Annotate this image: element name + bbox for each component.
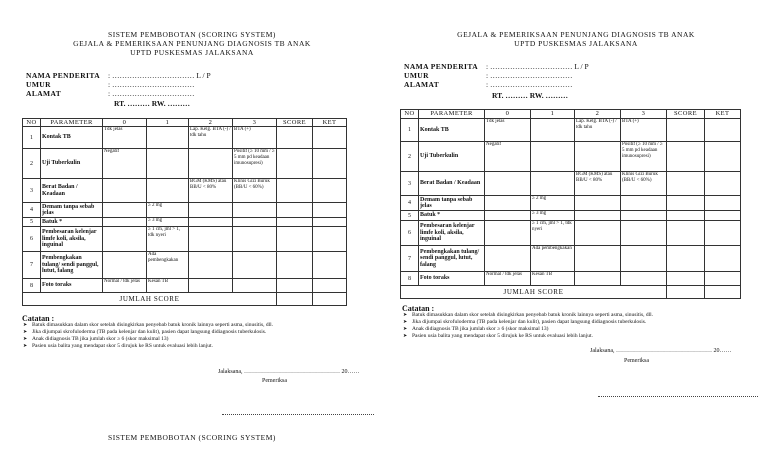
table-row: 2 Uji Tuberkulin Negatif Positif (≥ 10 mm / ≥ 5 mm pd keadaan imunosupresi) xyxy=(401,142,741,172)
score-cell[interactable] xyxy=(667,196,705,211)
right-form xyxy=(384,0,768,466)
col-no: NO xyxy=(23,119,41,127)
table-row: 7 Pembengkakan tulang/ sendi panggul, lutut, falang Ada pembengkakan xyxy=(23,252,347,279)
left-signature-line xyxy=(222,414,374,415)
col-score: SCORE xyxy=(277,119,313,127)
left-umur-field xyxy=(26,80,194,89)
ket-cell[interactable] xyxy=(313,279,347,293)
umur-label: UMUR xyxy=(26,80,51,89)
ket-cell[interactable] xyxy=(313,127,347,149)
score-cell[interactable] xyxy=(667,172,705,196)
table-row: 5 Batuk * ≥ 3 mg xyxy=(23,218,347,227)
right-alamat-field xyxy=(404,80,572,89)
ket-cell[interactable] xyxy=(313,252,347,279)
left-header-subtitle: GEJALA & PEMERIKSAAN PENUNJANG DIAGNOSIS TB ANAK xyxy=(73,39,311,48)
score-cell[interactable] xyxy=(667,246,705,272)
ket-cell[interactable] xyxy=(313,203,347,218)
ket-cell[interactable] xyxy=(313,218,347,227)
left-alamat-field xyxy=(26,89,194,98)
score-cell[interactable] xyxy=(277,227,313,252)
left-rt-rw: RT. ……… RW. ……… xyxy=(114,99,190,108)
score-cell[interactable] xyxy=(277,179,313,203)
table-row: 1 Kontak TB Tdk jelas Lap. Kelg. BTA (-) / tdk tahu BTA (+) xyxy=(23,127,347,149)
alamat-value: : …………………………… xyxy=(486,80,573,89)
ket-cell[interactable] xyxy=(313,179,347,203)
ket-cell[interactable] xyxy=(705,221,741,246)
left-signature-role: Pemeriksa xyxy=(262,378,287,384)
table-row: 4 Demam tanpa sebab jelas ≥ 2 mg xyxy=(23,203,347,218)
score-cell[interactable] xyxy=(277,218,313,227)
note-item: ➤ Pasien usia balita yang mendapat skor 5 dirujuk ke RS untuk evaluasi lebih lanjut. xyxy=(32,343,372,350)
right-rt-rw: RT. ……… RW. ……… xyxy=(492,91,568,100)
col-0: 0 xyxy=(103,119,147,127)
col-3: 3 xyxy=(233,119,277,127)
ket-cell[interactable] xyxy=(705,196,741,211)
col-3: 3 xyxy=(621,110,667,119)
right-notes xyxy=(402,305,758,340)
table-row: 5 Batuk * ≥ 3 mg xyxy=(401,211,741,221)
left-notes xyxy=(22,315,372,350)
left-signature-date: Jalaksana, ………………………………………… 20…… xyxy=(218,369,360,375)
left-score-table xyxy=(22,118,347,306)
score-cell[interactable] xyxy=(277,252,313,279)
note-item: ➤ Pasien usia balita yang mendapat skor 5 dirujuk ke RS untuk evaluasi lebih lanjut. xyxy=(412,333,758,340)
note-item: ➤ Anak didiagnosis TB jika jumlah skor ≥ 6 (skor maksimal 13) xyxy=(412,326,758,333)
total-label: JUMLAH SCORE xyxy=(401,286,667,299)
table-row: 4 Demam tanpa sebab jelas ≥ 2 mg xyxy=(401,196,741,211)
ket-cell[interactable] xyxy=(705,272,741,286)
umur-value: : …………………………… xyxy=(108,80,195,89)
ket-cell[interactable] xyxy=(705,172,741,196)
left-header-title: SISTEM PEMBOBOTAN (SCORING SYSTEM) xyxy=(108,30,276,39)
score-cell[interactable] xyxy=(667,211,705,221)
right-nama-field xyxy=(404,62,589,71)
nama-label: NAMA PENDERITA xyxy=(404,62,479,71)
table-row: 3 Berat Badan / Keadaan BGM (KMS) atau BB/U < 80% Klinis Gizi Buruk (BB/U < 60%) xyxy=(23,179,347,203)
score-cell[interactable] xyxy=(667,119,705,142)
right-header xyxy=(384,30,768,48)
right-score-table xyxy=(400,109,741,299)
alamat-label: ALAMAT xyxy=(26,89,62,98)
right-umur-field xyxy=(404,71,572,80)
col-ket: KET xyxy=(705,110,741,119)
table-row: 1 Kontak TB Tdk jelas Lap. Kelg. BTA (-) / tdk tahu BTA (+) xyxy=(401,119,741,142)
score-cell[interactable] xyxy=(277,279,313,293)
table-row: 8 Foto toraks Normal / tdk jelas Kesan TB xyxy=(23,279,347,293)
score-cell[interactable] xyxy=(277,203,313,218)
ket-cell[interactable] xyxy=(313,149,347,179)
table-row: 3 Berat Badan / Keadaan BGM (KMS) atau BB/U < 80% Klinis Gizi Buruk (BB/U < 60%) xyxy=(401,172,741,196)
table-row: 6 Pembesaran kelenjar limfe koli, aksila, inguinal ≥ 1 cm, jml > 1, tdk nyeri xyxy=(23,227,347,252)
col-parameter: PARAMETER xyxy=(419,110,485,119)
col-0: 0 xyxy=(485,110,531,119)
ket-cell[interactable] xyxy=(705,142,741,172)
score-cell[interactable] xyxy=(277,149,313,179)
total-score-cell[interactable] xyxy=(277,293,313,306)
nama-label: NAMA PENDERITA xyxy=(26,71,101,80)
score-cell[interactable] xyxy=(277,127,313,149)
col-parameter: PARAMETER xyxy=(41,119,103,127)
total-row xyxy=(401,286,741,299)
total-row xyxy=(23,293,347,306)
total-label: JUMLAH SCORE xyxy=(23,293,277,306)
umur-value: : …………………………… xyxy=(486,71,573,80)
score-cell[interactable] xyxy=(667,142,705,172)
note-item: ➤ Anak didiagnosis TB jika jumlah skor ≥ 6 (skor maksimal 13) xyxy=(32,336,372,343)
ket-cell[interactable] xyxy=(705,246,741,272)
alamat-value: : …………………………… xyxy=(108,89,195,98)
nama-value: : …………………………… L / P xyxy=(108,71,211,80)
right-header-clinic: UPTD PUSKESMAS JALAKSANA xyxy=(514,39,638,48)
right-signature-role: Pemeriksa xyxy=(624,358,649,364)
ket-cell[interactable] xyxy=(705,211,741,221)
score-cell[interactable] xyxy=(667,221,705,246)
note-item: ➤ Batuk dimasukkan dalam skor setelah disingkirkan penyebab batuk kronik lainnya seperti asma, sinusitis, dll. xyxy=(412,312,758,319)
score-cell[interactable] xyxy=(667,272,705,286)
alamat-label: ALAMAT xyxy=(404,80,440,89)
col-ket: KET xyxy=(313,119,347,127)
left-header-clinic: UPTD PUSKESMAS JALAKSANA xyxy=(130,48,254,57)
ket-cell[interactable] xyxy=(313,227,347,252)
total-ket-cell[interactable] xyxy=(313,293,347,306)
umur-label: UMUR xyxy=(404,71,429,80)
table-row: 6 Pembesaran kelenjar limfe koli, aksila, inguinal ≥ 1 cm, jml > 1, tdk nyeri xyxy=(401,221,741,246)
notes-title: Catatan : xyxy=(402,304,435,313)
col-score: SCORE xyxy=(667,110,705,119)
left-footer-title: SISTEM PEMBOBOTAN (SCORING SYSTEM) xyxy=(108,433,276,442)
notes-title: Catatan : xyxy=(22,314,55,323)
right-signature-date: Jalaksana, ………………………………………… 20…… xyxy=(590,348,732,354)
right-header-title: GEJALA & PEMERIKSAAN PENUNJANG DIAGNOSIS TB ANAK xyxy=(457,30,695,39)
total-score-cell[interactable] xyxy=(667,286,705,299)
col-1: 1 xyxy=(147,119,189,127)
note-item: ➤ Jika dijumpai skrofuloderma (TB pada kelenjar dan kulit), pasien dapat langsung didiagnosis tuberkulosis. xyxy=(32,329,372,336)
col-2: 2 xyxy=(575,110,621,119)
nama-value: : …………………………… L / P xyxy=(486,62,589,71)
col-1: 1 xyxy=(531,110,575,119)
table-row: 7 Pembengkakan tulang/ sendi panggul, lutut, falang Ada pembengkakan xyxy=(401,246,741,272)
note-item: ➤ Jika dijumpai skrofuloderma (TB pada kelenjar dan kulit), pasien dapat langsung didiagnosis tuberkulosis. xyxy=(412,319,758,326)
right-signature-line xyxy=(598,396,758,397)
total-ket-cell[interactable] xyxy=(705,286,741,299)
ket-cell[interactable] xyxy=(705,119,741,142)
left-nama-field xyxy=(26,71,211,80)
left-header xyxy=(0,30,384,57)
table-row: 8 Foto toraks Normal / tdk jelas Kesan TB xyxy=(401,272,741,286)
col-2: 2 xyxy=(189,119,233,127)
col-no: NO xyxy=(401,110,419,119)
note-item: ➤ Batuk dimasukkan dalam skor setelah disingkirkan penyebab batuk kronik lainnya seperti asma, sinusitis, dll. xyxy=(32,322,372,329)
table-row: 2 Uji Tuberkulin Negatif Positif (≥ 10 mm / ≥ 5 mm pd keadaan imunosupresi) xyxy=(23,149,347,179)
